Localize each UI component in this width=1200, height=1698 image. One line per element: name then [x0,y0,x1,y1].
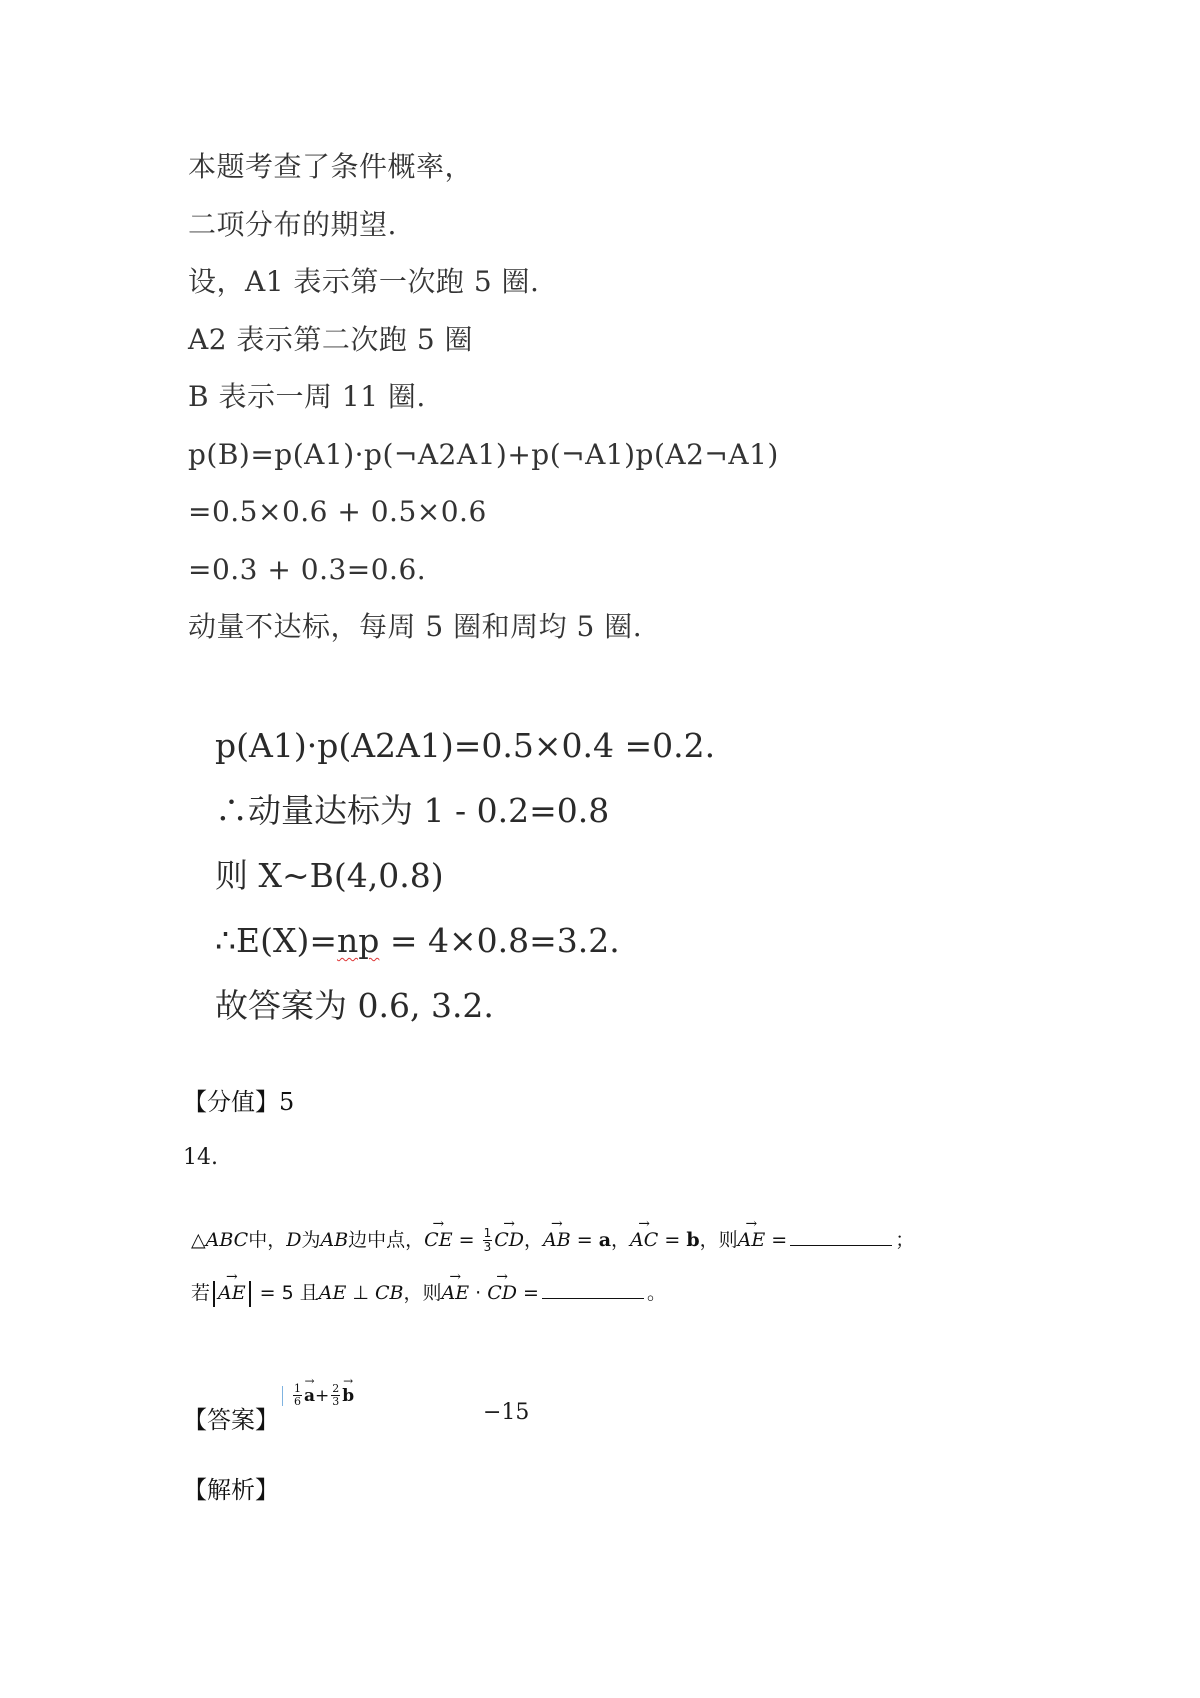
text: 边中点， [348,1229,425,1251]
scan2-line-expectation [215,908,715,973]
denominator: 3 [332,1395,340,1408]
vector-ae: → AE [442,1282,470,1304]
answer-label: 【答案】 [183,1406,279,1434]
comma: ， [611,1229,631,1251]
period: 。 [646,1282,666,1304]
denominator: 3 [483,1240,492,1254]
scanned-solution-block-1 [188,138,779,656]
scan1-line: =0.5×0.6 + 0.5×0.6 [188,495,487,528]
vector-a: → a [304,1386,315,1406]
vector-ae: → AE [218,1282,246,1304]
scanned-solution-block-2 [215,713,715,1038]
fraction-one-sixth [293,1383,302,1408]
vector-ae: → AE [738,1229,766,1251]
expectation-prefix: ∴E(X)= [215,921,337,960]
math-var: AE [318,1282,347,1304]
fraction-two-thirds [331,1383,340,1408]
vector-cd: → CD [487,1282,517,1304]
text: ，则 [403,1282,442,1304]
text-cursor [282,1386,283,1406]
equals: = [452,1229,481,1251]
triangle-symbol: △ [191,1229,206,1251]
text: ，则 [699,1229,738,1251]
scan1-line: =0.3 + 0.3=0.6. [188,552,427,586]
scan2-line: 则 X~B(4,0.8) [215,856,444,895]
scan1-line: 设，A1 表示第一次跑 5 圈. [188,265,540,298]
perpendicular-symbol: ⊥ [346,1282,375,1304]
math-var: CB [374,1282,404,1304]
equals: = [765,1229,788,1251]
abs-bar-left [213,1281,215,1307]
scan1-line: p(B)=p(A1)·p(¬A2A1)+p(¬A1)p(A2¬A1) [188,437,779,471]
equals: = [658,1229,687,1251]
abs-bar-right [249,1281,251,1307]
scan1-line: A2 表示第二次跑 5 圈 [188,322,474,356]
answer-formula [282,1383,354,1408]
math-var: ABC [205,1229,249,1251]
answer-value: −15 [483,1400,530,1425]
equals: = [517,1282,539,1304]
scan1-line: B 表示一周 11 圈. [188,380,426,413]
vector-cd: → CD [494,1229,524,1251]
comma: ， [524,1229,544,1251]
math-var: D [286,1229,302,1251]
scan2-line: 故答案为 0.6, 3.2. [215,986,494,1025]
vector-b: → b [342,1386,354,1406]
text: 中， [248,1229,287,1251]
scan2-line: p(A1)·p(A2A1)=0.5×0.4 =0.2. [215,726,716,765]
numerator: 1 [483,1226,492,1240]
text: 为 [301,1229,321,1251]
spellcheck-underlined-np: np [336,921,380,960]
text: 若 [191,1282,211,1304]
vector-ac: → AC [630,1229,658,1251]
question-line-1 [191,1225,914,1254]
expectation-suffix: = 4×0.8=3.2. [379,921,620,960]
semicolon: ； [895,1229,915,1251]
numerator: 1 [294,1382,301,1395]
denominator: 6 [294,1395,301,1408]
analysis-label: 【解析】 [183,1476,279,1504]
plus: + [315,1385,330,1406]
answer-blank-1 [790,1227,892,1246]
dot-product: · [469,1282,488,1304]
vector-ab: → AB [543,1229,571,1251]
fraction-one-third [483,1227,493,1254]
numerator: 2 [332,1382,340,1395]
score-row [183,1082,294,1117]
score-label: 【分值】 [183,1088,279,1116]
scan1-line: 二项分布的期望. [188,207,397,241]
scan2-line: ∴动量达标为 1 - 0.2=0.8 [215,791,610,830]
math-var: AB [320,1229,349,1251]
vector-ce: → CE [424,1229,452,1251]
scan1-line: 动量不达标，每周 5 圈和周均 5 圈. [188,610,643,643]
scan1-line: 本题考查了条件概率， [188,150,474,183]
score-value: 5 [279,1088,295,1116]
question-number: 14. [183,1145,218,1170]
question-line-2 [191,1278,666,1307]
equals: = [570,1229,599,1251]
bold-b: b [686,1229,700,1251]
answer-blank-2 [542,1280,644,1299]
bold-a: a [598,1229,612,1251]
text: = 5 且 [253,1282,319,1304]
